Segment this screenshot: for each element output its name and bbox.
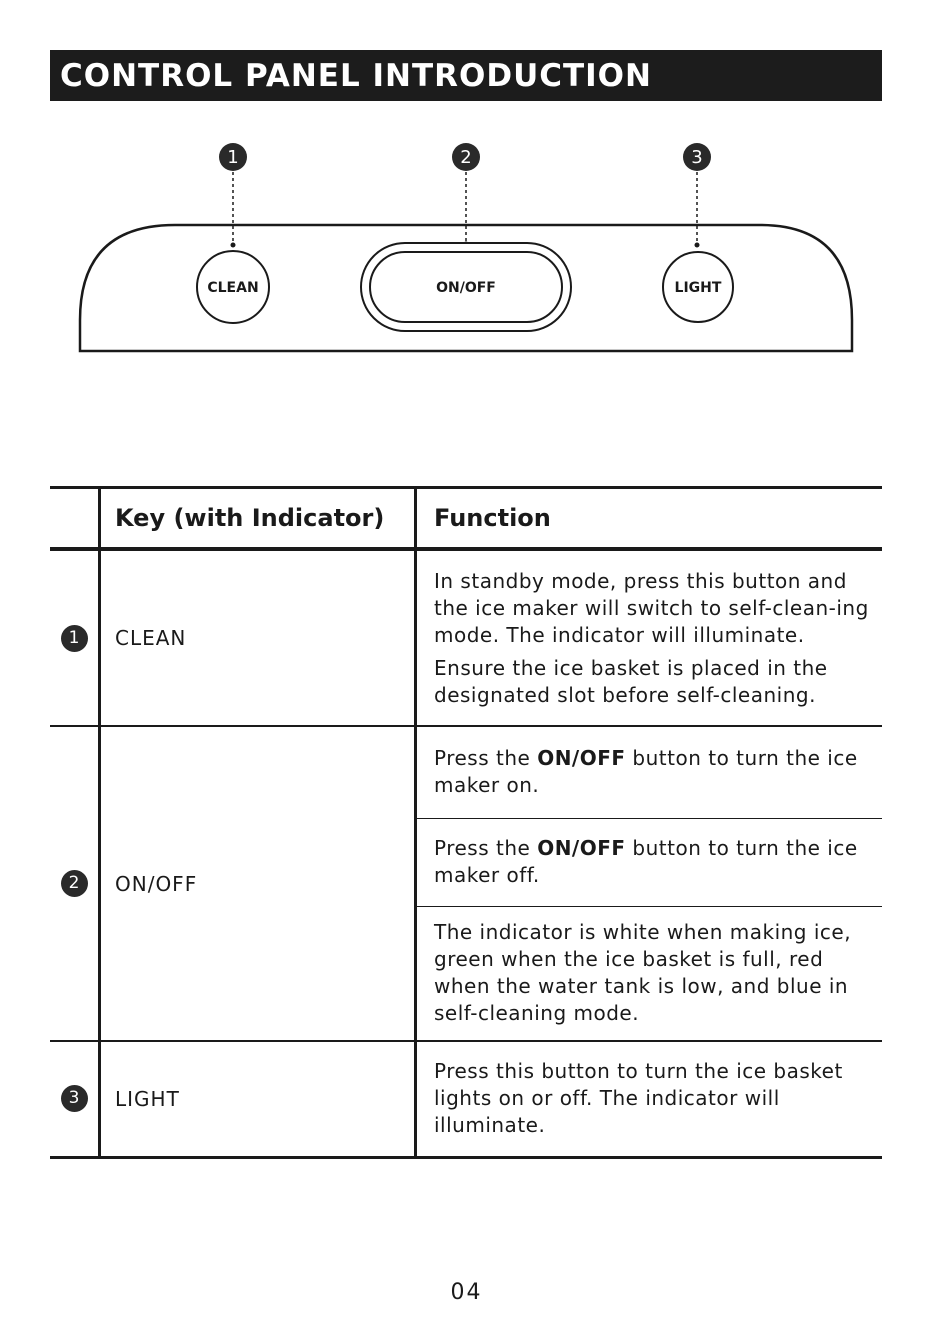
section-header bbox=[50, 50, 882, 101]
table-header-row bbox=[50, 488, 882, 550]
callout-3 bbox=[683, 143, 711, 248]
light-button-label: LIGHT bbox=[674, 280, 722, 296]
header-function: Function bbox=[416, 488, 883, 550]
row-key: ON/OFF bbox=[100, 726, 416, 1041]
page-number: 04 bbox=[450, 1280, 483, 1305]
callout-3-number: 3 bbox=[691, 147, 703, 168]
callout-2 bbox=[452, 143, 480, 247]
callout-2-number: 2 bbox=[460, 147, 472, 168]
row-number-badge: 3 bbox=[61, 1085, 88, 1112]
row-function: Press this button to turn the ice basket lights on or off. The indicator will illuminate. bbox=[416, 1041, 883, 1157]
clean-button[interactable] bbox=[197, 251, 269, 323]
light-button[interactable] bbox=[663, 252, 733, 322]
clean-button-label: CLEAN bbox=[207, 280, 259, 296]
function-bold-key: ON/OFF bbox=[537, 746, 626, 771]
key-function-table bbox=[50, 486, 882, 1159]
function-text: Press the bbox=[434, 746, 538, 771]
callout-1 bbox=[219, 143, 247, 248]
function-text: button to turn the ice maker off. bbox=[434, 836, 858, 887]
control-panel-svg bbox=[0, 130, 933, 370]
header-key: Key (with Indicator) bbox=[100, 488, 416, 550]
table-row-clean bbox=[50, 549, 882, 726]
row-number-badge: 1 bbox=[61, 625, 88, 652]
control-panel-diagram bbox=[0, 130, 933, 370]
row-function bbox=[416, 549, 883, 726]
row-number-cell bbox=[50, 549, 100, 726]
header-number bbox=[50, 488, 100, 550]
function-bold-key: ON/OFF bbox=[537, 836, 626, 860]
row-key: LIGHT bbox=[100, 1041, 416, 1157]
function-text: button to turn the ice maker on. bbox=[434, 746, 858, 798]
on-off-button[interactable] bbox=[361, 243, 571, 331]
table-row-on-off bbox=[50, 726, 882, 818]
row-key: CLEAN bbox=[100, 549, 416, 726]
row-number-badge: 2 bbox=[61, 870, 88, 897]
function-text: Ensure the ice basket is placed in the designated slot before self-cleaning. bbox=[434, 655, 828, 707]
function-text: Press the bbox=[434, 836, 538, 860]
row-number-cell bbox=[50, 726, 100, 1041]
on-off-button-label: ON/OFF bbox=[436, 280, 496, 296]
row-number-cell bbox=[50, 1041, 100, 1157]
row-function bbox=[416, 818, 883, 906]
table-row-light bbox=[50, 1041, 882, 1157]
callout-1-number: 1 bbox=[227, 147, 239, 168]
row-function: The indicator is white when making ice, green when the ice basket is full, red when the water tank is low, and blue in self-cleaning mode. bbox=[416, 906, 883, 1041]
function-text: In standby mode, press this button and the ice maker will switch to self-clean-ing mode. The indicator will illuminate. bbox=[434, 568, 869, 647]
row-function bbox=[416, 726, 883, 818]
section-title: CONTROL PANEL INTRODUCTION bbox=[60, 58, 652, 94]
